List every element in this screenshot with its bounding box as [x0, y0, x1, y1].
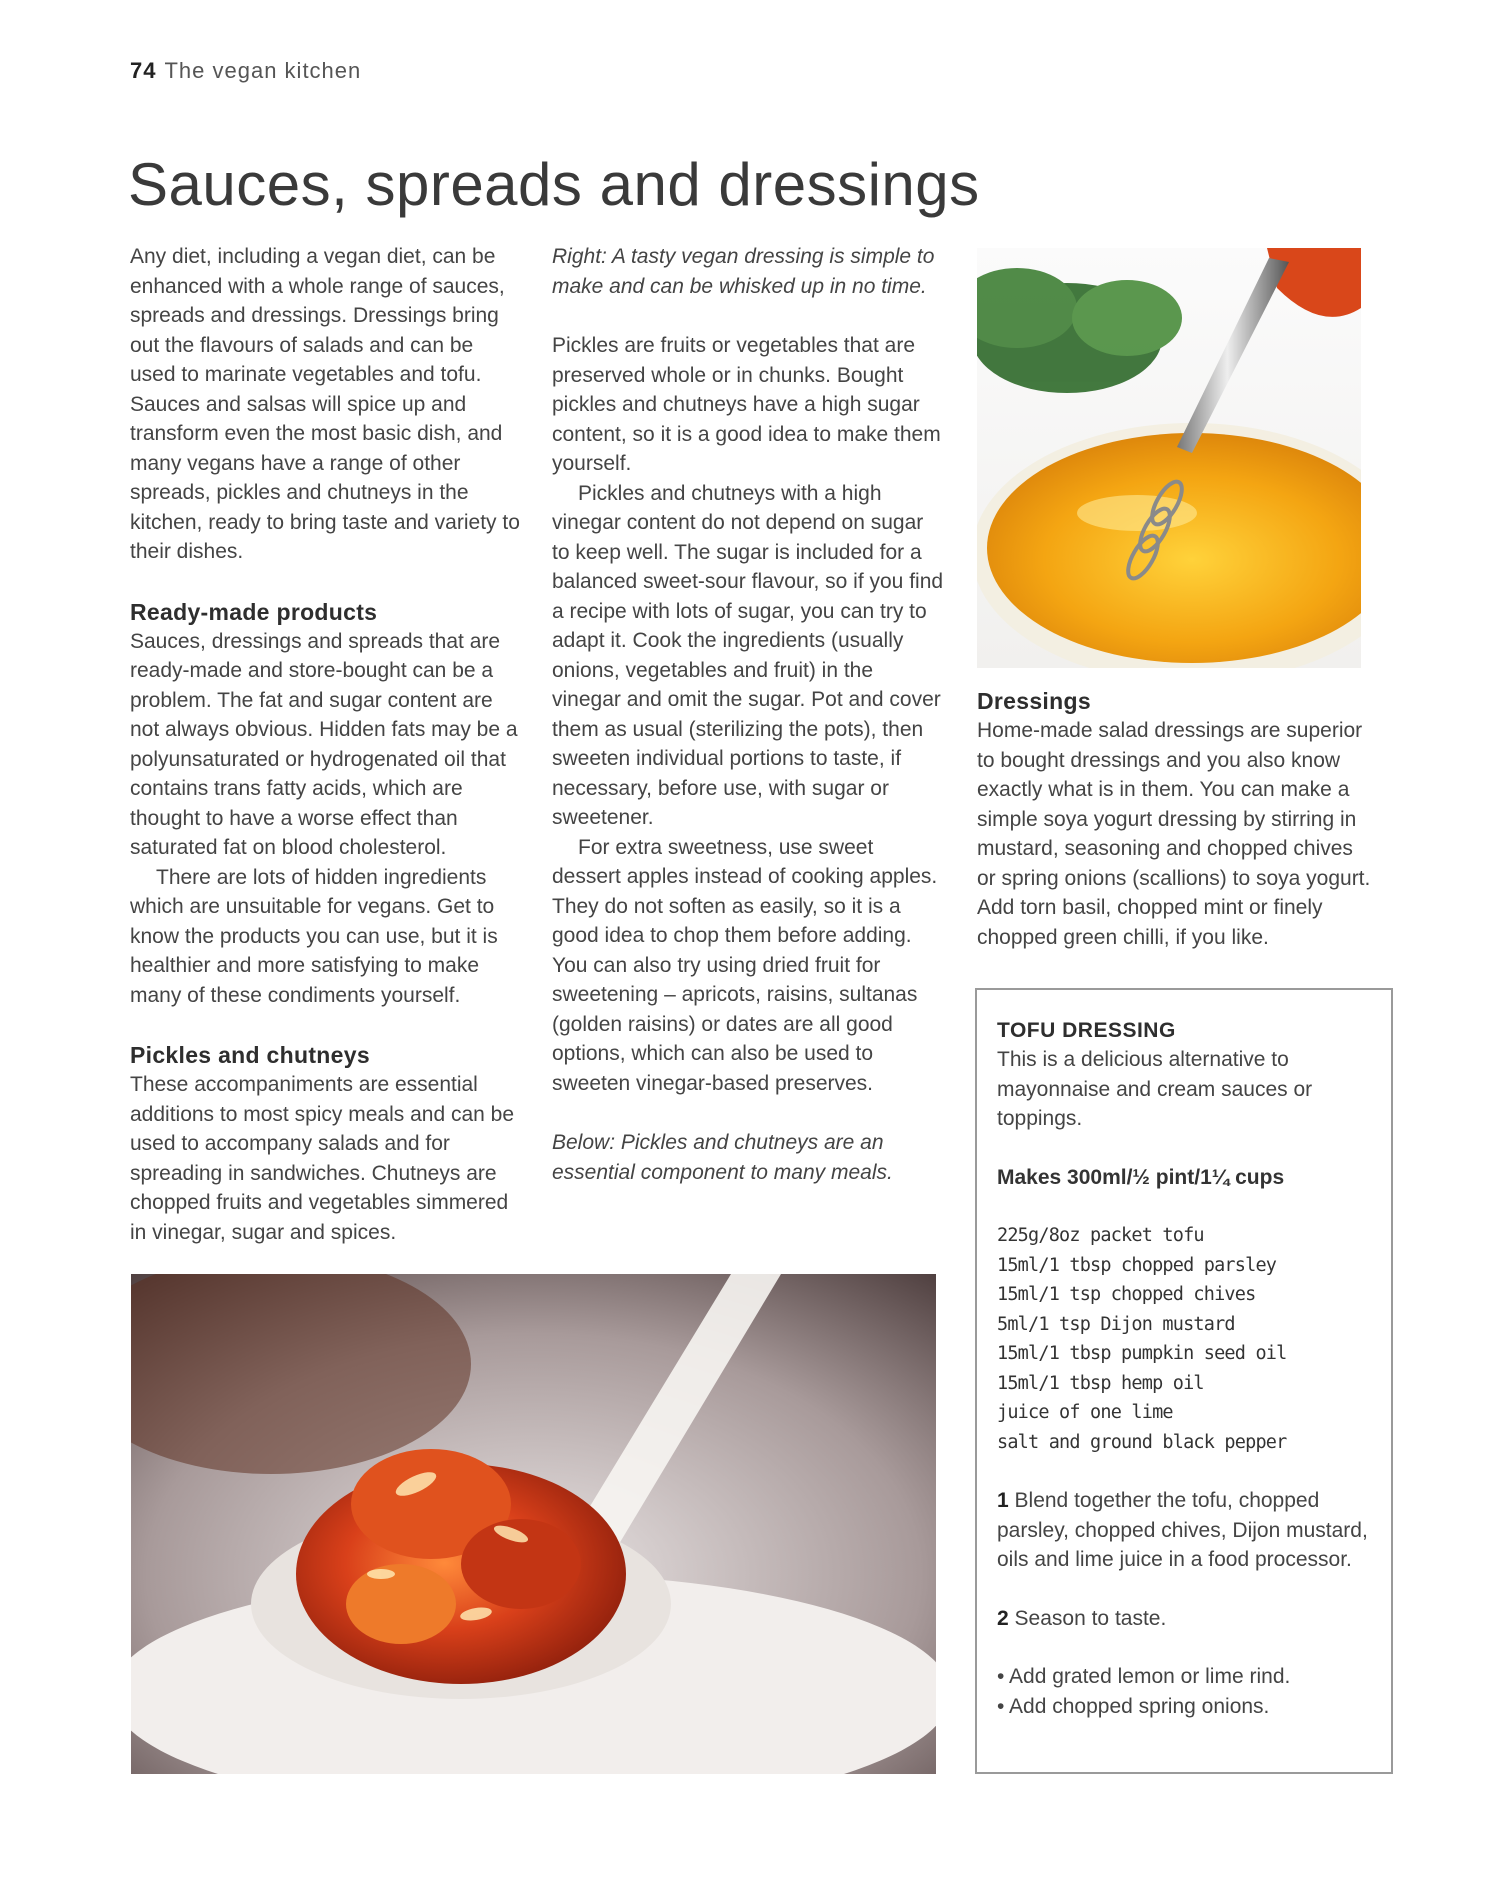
ingredient-item: 225g/8oz packet tofu	[997, 1225, 1204, 1246]
middle-column	[552, 242, 944, 1187]
ingredient-item: 15ml/1 tbsp pumpkin seed oil	[997, 1343, 1287, 1364]
page-title: Sauces, spreads and dressings	[128, 151, 980, 218]
ingredient-item: 5ml/1 tsp Dijon mustard	[997, 1313, 1235, 1335]
caption-below: Below: Pickles and chutneys are an essential component to many meals.	[552, 1131, 893, 1184]
chutney-photo	[131, 1274, 936, 1774]
pickles-heading: Pickles and chutneys	[130, 1042, 370, 1068]
dressing-photo-image	[977, 248, 1361, 668]
ready-made-paragraph-2: There are lots of hidden ingredients which are unsuitable for vegans. Get to know the products you can use, but it is healthier and more satisfying to make many of these condiments yourself.	[130, 865, 498, 1007]
recipe-box	[975, 988, 1393, 1774]
ingredient-item: 15ml/1 tsp chopped chives	[997, 1284, 1256, 1305]
recipe-step-1	[997, 1486, 1371, 1575]
tip-item: • Add chopped spring onions.	[997, 1694, 1270, 1718]
dressings-paragraph: Home-made salad dressings are superior to bought dressings and you also know exactly what is in them. You can make a simple soya yogurt dressing by stirring in mustard, seasoning and chopped chives or spring onions (scallions) to soya yogurt. Add torn basil, chopped mint or finely chopped green chilli, if you like.	[977, 719, 1371, 949]
chutney-photo-image	[131, 1274, 936, 1774]
running-head	[130, 58, 361, 84]
section-name: The vegan kitchen	[164, 58, 362, 83]
ingredient-item: juice of one lime	[997, 1402, 1173, 1423]
ingredient-item: salt and ground black pepper	[997, 1431, 1287, 1453]
tips-list	[997, 1662, 1371, 1721]
dressing-photo	[977, 248, 1361, 668]
recipe-step-2	[997, 1604, 1371, 1634]
step-text: Season to taste.	[1014, 1606, 1167, 1630]
ingredient-item: 15ml/1 tbsp hemp oil	[997, 1372, 1204, 1394]
step-text: Blend together the tofu, chopped parsley, chopped chives, Dijon mustard, oils and lime juice in a food processor.	[997, 1489, 1368, 1571]
recipe-title: TOFU DRESSING	[997, 1019, 1176, 1042]
ready-made-heading: Ready-made products	[130, 598, 378, 625]
step-number: 1	[997, 1489, 1009, 1512]
ingredient-item: 15ml/1 tbsp chopped parsley	[997, 1254, 1277, 1276]
pickles-paragraph-4: For extra sweetness, use sweet dessert apples instead of cooking apples. They do not soften as easily, so it is a good idea to chop them before adding. You can also try using dried fruit for sweetening – apricots, raisins, sultanas (golden raisins) or dates are all good options, which can also be used to sweeten vinegar-based preserves.	[552, 835, 938, 1095]
page-number: 74	[130, 58, 157, 83]
intro-paragraph: Any diet, including a vegan diet, can be enhanced with a whole range of sauces, spreads and dressings. Dressings bring out the flavours of salads and can be used to marinate vegetables and tofu. Sauces and salsas will spice up and transform even the most basic dish, and many vegans have a range of other spreads, pickles and chutneys in the kitchen, ready to bring taste and variety to their dishes.	[130, 245, 520, 563]
tip-item: • Add grated lemon or lime rind.	[997, 1665, 1291, 1688]
dressings-heading: Dressings	[977, 688, 1091, 714]
left-column	[130, 242, 522, 1247]
ingredient-list	[997, 1221, 1371, 1457]
recipe-intro: This is a delicious alternative to mayonnaise and cream sauces or toppings.	[997, 1048, 1313, 1130]
ready-made-paragraph-1: Sauces, dressings and spreads that are ready-made and store-bought can be a problem. The fat and sugar content are not always obvious. Hidden fats may be a polyunsaturated or hydrogenated oil that contains trans fatty acids, which are thought to have a worse effect than saturated fat on blood cholesterol.	[130, 629, 518, 859]
caption-right: Right: A tasty vegan dressing is simple to make and can be whisked up in no time.	[552, 245, 935, 298]
pickles-paragraph-1: These accompaniments are essential additions to most spicy meals and can be used to accompany salads and for spreading in sandwiches. Chutneys are chopped fruits and vegetables simmered in vinegar, sugar and spices.	[130, 1073, 515, 1244]
recipe-yield: Makes 300ml/½ pint/1¼ cups	[997, 1165, 1285, 1189]
step-number: 2	[997, 1606, 1009, 1630]
right-column	[977, 686, 1377, 952]
pickles-paragraph-2: Pickles are fruits or vegetables that are preserved whole or in chunks. Bought pickles and chutneys have a high sugar content, so it is a good idea to make them yourself.	[552, 334, 941, 475]
pickles-paragraph-3: Pickles and chutneys with a high vinegar content do not depend on sugar to keep well. The sugar is included for a balanced sweet-sour flavour, so if you find a recipe with lots of sugar, you can try to adapt it. Cook the ingredients (usually onions, vegetables and fruit) in the vinegar and omit the sugar. Pot and cover them as usual (sterilizing the pots), then sweeten individual portions to taste, if necessary, before use, with sugar or sweetener.	[552, 481, 944, 829]
